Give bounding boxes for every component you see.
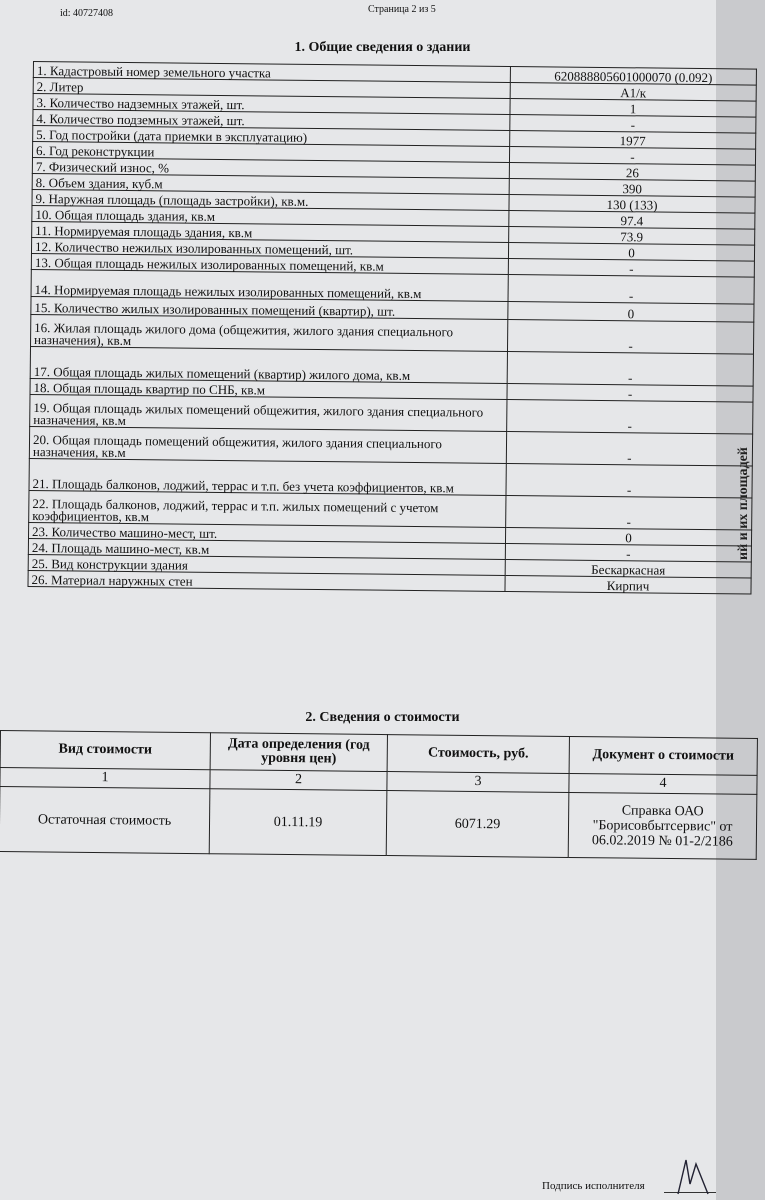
info-row-value: Бескаркасная (505, 559, 751, 578)
section2-title: 2. Сведения о стоимости (305, 710, 460, 725)
info-row-value: 0 (508, 242, 754, 261)
cost-table (0, 730, 758, 860)
info-row-value: - (508, 274, 754, 304)
page-number: Страница 2 из 5 (368, 4, 436, 15)
info-row-value: - (510, 114, 756, 133)
info-row-label: 10. Общая площадь здания, кв.м (32, 205, 509, 226)
info-row-label: 6. Год реконструкции (32, 142, 509, 163)
building-info-table (27, 61, 756, 595)
info-row-value: 1 (510, 98, 756, 117)
info-row-label: 12. Количество нежилых изолированных помещений, шт. (31, 237, 508, 258)
info-row-label: 13. Общая площадь нежилых изолированных помещений, кв.м (31, 253, 508, 274)
info-row (29, 458, 752, 498)
info-row-label: 24. Площадь машино-мест, кв.м (28, 538, 505, 559)
info-row-label: 7. Физический износ, % (32, 157, 509, 178)
info-row-value: - (505, 543, 751, 562)
info-row-value: - (507, 399, 753, 434)
info-row-value: 73.9 (509, 226, 755, 245)
col-number: 1 (0, 768, 210, 789)
cost-table-row (0, 787, 757, 860)
info-row-label: 11. Нормируемая площадь здания, кв.м (32, 221, 509, 242)
info-row-label: 21. Площадь балконов, лоджий, террас и т.п. без учета коэффициентов, кв.м (29, 458, 506, 495)
handwritten-signature (672, 1154, 712, 1198)
cost-date: 01.11.19 (209, 789, 387, 856)
info-row-value: 390 (509, 178, 755, 197)
info-row-label: 18. Общая площадь квартир по СНБ, кв.м (30, 378, 507, 399)
col-cost-header: Стоимость, руб. (387, 735, 569, 774)
col-number: 3 (387, 772, 569, 793)
col-date-header: Дата определения (год уровня цен) (210, 733, 387, 772)
info-row-value: - (506, 463, 752, 498)
info-row-label: 3. Количество надземных этажей, шт. (33, 94, 510, 115)
info-row-label: 23. Количество машино-мест, шт. (28, 522, 505, 543)
info-row-value: 0 (508, 301, 754, 322)
info-row-value: 0 (505, 527, 751, 546)
info-row-label: 2. Литер (33, 78, 510, 99)
info-row-label: 26. Материал наружных стен (28, 570, 505, 591)
col-number: 2 (210, 770, 387, 791)
info-row-value: 26 (509, 162, 755, 181)
info-row-value: А1/к (510, 82, 756, 101)
document-id: id: 40727408 (60, 8, 114, 19)
cost-kind: Остаточная стоимость (0, 787, 210, 854)
info-row-value: - (509, 146, 755, 165)
cost-document: Справка ОАО "Борисовбытсервис" от 06.02.2019 № 01-2/2186 (568, 792, 757, 859)
info-row-value: 1977 (510, 130, 756, 149)
info-row-label: 17. Общая площадь жилых помещений (квартир) жилого дома, кв.м (30, 346, 507, 383)
info-row-label: 4. Количество подземных этажей, шт. (33, 110, 510, 131)
info-row-value: 97.4 (509, 210, 755, 229)
col-kind-header: Вид стоимости (0, 731, 210, 770)
info-row-label: 8. Объем здания, куб.м (32, 173, 509, 194)
info-row-value: - (507, 319, 753, 354)
info-row-value: - (507, 383, 753, 402)
col-number: 4 (569, 773, 757, 794)
info-row-label: 14. Нормируемая площадь нежилых изолированных помещений, кв.м (31, 269, 508, 301)
info-row-label: 1. Кадастровый номер земельного участка (33, 62, 510, 83)
cost-value: 6071.29 (386, 791, 569, 858)
info-row-label: 5. Год постройки (дата приемки в эксплуатацию) (33, 126, 510, 147)
info-row-value: - (506, 495, 752, 530)
info-row-value: - (507, 351, 753, 386)
info-row (29, 490, 752, 530)
info-row (30, 346, 753, 386)
info-row-value: 620888805601000070 (0.092) (510, 67, 756, 86)
info-row-label: 22. Площадь балконов, лоджий, террас и т.п. жилых помещений с учетом коэффициентов, кв.м (29, 490, 506, 527)
info-row-label: 19. Общая площадь жилых помещений общежития, жилого здания специального назначения, кв.м (30, 394, 507, 431)
info-row-label: 20. Общая площадь помещений общежития, жилого здания специального назначения, кв.м (29, 426, 506, 463)
info-row-label: 25. Вид конструкции здания (28, 554, 505, 575)
info-row-label: 15. Количество жилых изолированных помещений (квартир), шт. (31, 296, 508, 319)
info-row-label: 9. Наружная площадь (площадь застройки), кв.м. (32, 189, 509, 210)
section1-title: 1. Общие сведения о здании (294, 40, 471, 55)
col-document-header: Документ о стоимости (569, 736, 757, 775)
info-row-value: - (506, 431, 752, 466)
signature-label: Подпись исполнителя (542, 1180, 645, 1192)
info-row-value: - (508, 258, 754, 277)
info-row-value: 130 (133) (509, 194, 755, 213)
info-row-label: 16. Жилая площадь жилого дома (общежития, жилого здания специального назначения), кв.м (31, 314, 508, 351)
info-row-value: Кирпич (505, 575, 751, 594)
